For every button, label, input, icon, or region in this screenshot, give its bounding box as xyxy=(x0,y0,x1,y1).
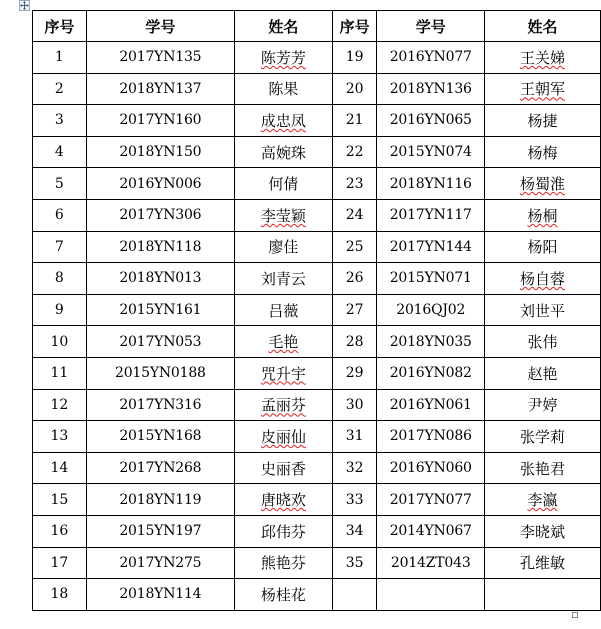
name-cell[interactable] xyxy=(235,579,333,611)
seq-cell[interactable] xyxy=(33,168,87,200)
name-cell-text: 赵艳 xyxy=(527,364,558,383)
seq-cell[interactable] xyxy=(332,389,377,421)
name-cell[interactable] xyxy=(235,515,333,547)
seq-cell[interactable] xyxy=(332,421,377,453)
name-cell[interactable] xyxy=(235,389,333,421)
name-cell-text: 陈果 xyxy=(268,80,299,99)
table-resize-handle[interactable] xyxy=(572,612,578,618)
student-id-cell[interactable] xyxy=(377,421,485,453)
seq-cell[interactable] xyxy=(332,579,377,611)
name-cell-text: 孔维敏 xyxy=(519,554,565,573)
student-id-cell-text: 2016YN065 xyxy=(389,112,472,129)
header-name[interactable]: 姓名 xyxy=(484,11,600,42)
name-cell[interactable] xyxy=(484,168,600,200)
student-id-cell-text: 2017YN306 xyxy=(119,207,202,224)
seq-cell-text: 29 xyxy=(345,365,364,382)
name-cell-text: 李瀛 xyxy=(527,491,558,510)
student-id-cell-text: 2018YN136 xyxy=(389,80,472,97)
name-cell-text: 毛艳 xyxy=(268,333,299,352)
seq-cell[interactable] xyxy=(332,199,377,231)
seq-cell-text: 8 xyxy=(54,270,64,287)
name-cell[interactable] xyxy=(484,231,600,263)
name-cell-text: 杨桂花 xyxy=(260,585,306,604)
name-cell[interactable] xyxy=(484,452,600,484)
student-id-cell-text: 2018YN119 xyxy=(119,491,202,508)
student-id-cell[interactable] xyxy=(86,326,234,358)
name-cell[interactable] xyxy=(484,294,600,326)
seq-cell-text: 31 xyxy=(345,428,364,445)
seq-cell-text: 6 xyxy=(54,207,64,224)
student-id-cell[interactable] xyxy=(377,199,485,231)
student-id-cell[interactable] xyxy=(377,515,485,547)
seq-cell-text: 12 xyxy=(50,396,69,413)
name-cell[interactable] xyxy=(235,294,333,326)
header-row xyxy=(33,11,601,42)
seq-cell[interactable] xyxy=(332,231,377,263)
seq-cell[interactable] xyxy=(33,231,87,263)
student-id-cell[interactable] xyxy=(86,136,234,168)
seq-cell[interactable] xyxy=(33,294,87,326)
table-row xyxy=(33,579,601,611)
table-row xyxy=(33,199,601,231)
seq-cell[interactable] xyxy=(332,452,377,484)
seq-cell[interactable] xyxy=(33,105,87,137)
student-id-cell-text: 2016YN082 xyxy=(389,365,472,382)
student-id-cell[interactable] xyxy=(86,421,234,453)
name-cell-text: 杨阳 xyxy=(527,238,558,257)
seq-cell-text: 7 xyxy=(54,238,64,255)
student-id-cell-text: 2016YN061 xyxy=(389,396,472,413)
name-cell[interactable] xyxy=(484,42,600,74)
seq-cell-text: 30 xyxy=(345,396,364,413)
name-cell[interactable] xyxy=(235,231,333,263)
name-cell-text: 杨蜀淮 xyxy=(519,175,565,194)
seq-cell[interactable] xyxy=(33,136,87,168)
student-id-cell-text: 2018YN150 xyxy=(119,144,202,161)
seq-cell[interactable] xyxy=(332,326,377,358)
seq-cell-text: 20 xyxy=(345,80,364,97)
name-cell-text: 吕薇 xyxy=(268,301,299,320)
student-id-cell[interactable] xyxy=(86,357,234,389)
name-cell[interactable] xyxy=(484,263,600,295)
name-cell-text: 刘世平 xyxy=(519,301,565,320)
student-id-cell-text: 2017YN117 xyxy=(389,207,472,224)
seq-cell-text: 35 xyxy=(345,554,364,571)
student-id-cell[interactable] xyxy=(86,484,234,516)
name-cell-text: 咒升宇 xyxy=(260,364,306,383)
student-id-cell[interactable] xyxy=(377,579,485,611)
student-id-cell[interactable] xyxy=(86,452,234,484)
name-cell-text: 张学莉 xyxy=(519,427,565,446)
student-id-cell[interactable] xyxy=(377,484,485,516)
seq-cell[interactable] xyxy=(33,515,87,547)
seq-cell-text: 1 xyxy=(54,49,64,66)
seq-cell[interactable] xyxy=(33,452,87,484)
seq-cell-text: 9 xyxy=(54,302,64,319)
seq-cell-text: 15 xyxy=(50,491,69,508)
student-roster-table xyxy=(32,10,601,611)
name-cell[interactable] xyxy=(235,547,333,579)
student-id-cell-text: 2018YN116 xyxy=(389,175,472,192)
seq-cell-text: 14 xyxy=(50,460,69,477)
move-cross-icon xyxy=(20,1,29,10)
table-row xyxy=(33,357,601,389)
seq-cell-text: 17 xyxy=(50,554,69,571)
name-cell[interactable] xyxy=(484,136,600,168)
student-id-cell-text: 2018YN035 xyxy=(389,333,472,350)
student-id-cell-text: 2018YN013 xyxy=(119,270,202,287)
seq-cell[interactable] xyxy=(332,168,377,200)
name-cell[interactable] xyxy=(235,484,333,516)
student-id-cell-text: 2017YN053 xyxy=(119,333,202,350)
seq-cell-text: 33 xyxy=(345,491,364,508)
student-id-cell-text: 2015YN074 xyxy=(389,144,472,161)
name-cell-text: 熊艳芬 xyxy=(260,554,306,573)
seq-cell[interactable] xyxy=(33,326,87,358)
name-cell-text: 史丽香 xyxy=(260,459,306,478)
student-id-cell-text: 2017YN275 xyxy=(119,554,202,571)
student-id-cell[interactable] xyxy=(377,326,485,358)
seq-cell-text: 10 xyxy=(50,333,69,350)
student-id-cell-text: 2017YN268 xyxy=(119,460,202,477)
name-cell-text: 唐晓欢 xyxy=(260,491,306,510)
name-cell[interactable] xyxy=(484,326,600,358)
name-cell[interactable] xyxy=(235,73,333,105)
table-row xyxy=(33,294,601,326)
name-cell[interactable] xyxy=(484,547,600,579)
student-id-cell-text: 2017YN160 xyxy=(119,112,202,129)
seq-cell-text: 26 xyxy=(345,270,364,287)
student-id-cell-text: 2015YN071 xyxy=(389,270,472,287)
seq-cell[interactable] xyxy=(332,136,377,168)
student-id-cell-text: 2015YN197 xyxy=(119,523,202,540)
student-id-cell[interactable] xyxy=(86,231,234,263)
table-row xyxy=(33,42,601,74)
student-id-cell[interactable] xyxy=(377,168,485,200)
name-cell[interactable] xyxy=(484,515,600,547)
seq-cell-text: 18 xyxy=(50,586,69,603)
name-cell-text: 尹婷 xyxy=(527,396,558,415)
name-cell[interactable] xyxy=(235,168,333,200)
name-cell[interactable] xyxy=(484,421,600,453)
student-id-cell-text: 2014ZT043 xyxy=(390,554,471,571)
header-seq[interactable]: 序号 xyxy=(33,11,87,42)
student-id-cell[interactable] xyxy=(377,231,485,263)
seq-cell-text: 11 xyxy=(50,365,69,382)
table-row xyxy=(33,547,601,579)
seq-cell-text: 24 xyxy=(345,207,364,224)
student-id-cell[interactable] xyxy=(377,357,485,389)
student-id-cell-text: 2017YN144 xyxy=(389,238,472,255)
seq-cell-text: 25 xyxy=(345,238,364,255)
student-id-cell-text: 2018YN118 xyxy=(119,238,202,255)
header-student-id[interactable]: 学号 xyxy=(86,11,234,42)
name-cell-text: 王朝军 xyxy=(519,80,565,99)
name-cell-text: 张艳君 xyxy=(519,459,565,478)
student-id-cell-text: 2017YN135 xyxy=(119,49,202,66)
name-cell-text: 孟丽芬 xyxy=(260,396,306,415)
student-id-cell[interactable] xyxy=(86,547,234,579)
student-id-cell-text: 2015YN161 xyxy=(119,302,202,319)
seq-cell-text: 16 xyxy=(50,523,69,540)
seq-cell[interactable] xyxy=(332,357,377,389)
name-cell[interactable] xyxy=(484,73,600,105)
name-cell[interactable] xyxy=(235,42,333,74)
table-row xyxy=(33,263,601,295)
seq-cell-text: 5 xyxy=(54,175,64,192)
name-cell-text: 杨自蓉 xyxy=(519,269,565,288)
seq-cell[interactable] xyxy=(332,547,377,579)
name-cell[interactable] xyxy=(235,421,333,453)
table-row xyxy=(33,515,601,547)
name-cell[interactable] xyxy=(235,357,333,389)
seq-cell[interactable] xyxy=(33,263,87,295)
student-id-cell-text: 2014YN067 xyxy=(389,523,472,540)
seq-cell[interactable] xyxy=(33,579,87,611)
seq-cell[interactable] xyxy=(33,389,87,421)
name-cell-text: 王关娣 xyxy=(519,48,565,67)
student-id-cell-text: 2017YN077 xyxy=(389,491,472,508)
student-id-cell-text: 2017YN316 xyxy=(119,396,202,413)
name-cell-text: 何倩 xyxy=(268,175,299,194)
name-cell-text: 高婉珠 xyxy=(260,143,306,162)
seq-cell[interactable] xyxy=(332,515,377,547)
name-cell-text: 杨捷 xyxy=(527,111,558,130)
seq-cell-text: 21 xyxy=(345,112,364,129)
name-cell-text: 杨梅 xyxy=(527,143,558,162)
name-cell[interactable] xyxy=(484,105,600,137)
student-id-cell[interactable] xyxy=(86,294,234,326)
seq-cell[interactable] xyxy=(332,263,377,295)
student-id-cell-text: 2017YN086 xyxy=(389,428,472,445)
student-id-cell[interactable] xyxy=(86,199,234,231)
table-row xyxy=(33,231,601,263)
seq-cell-text: 22 xyxy=(345,144,364,161)
table-row xyxy=(33,105,601,137)
name-cell[interactable] xyxy=(484,199,600,231)
name-cell-text: 陈芳芳 xyxy=(260,48,306,67)
student-id-cell[interactable] xyxy=(377,42,485,74)
student-id-cell[interactable] xyxy=(377,389,485,421)
student-id-cell[interactable] xyxy=(377,105,485,137)
student-id-cell[interactable] xyxy=(377,452,485,484)
name-cell-text: 皮丽仙 xyxy=(260,427,306,446)
seq-cell[interactable] xyxy=(33,484,87,516)
student-id-cell[interactable] xyxy=(377,263,485,295)
seq-cell-text: 13 xyxy=(50,428,69,445)
student-id-cell-text: 2016YN077 xyxy=(389,49,472,66)
header-seq[interactable]: 序号 xyxy=(332,11,377,42)
name-cell[interactable] xyxy=(484,484,600,516)
student-id-cell-text: 2015YN168 xyxy=(119,428,202,445)
seq-cell[interactable] xyxy=(33,199,87,231)
name-cell-text: 成忠凤 xyxy=(260,111,306,130)
name-cell-text: 李莹颖 xyxy=(260,206,306,225)
seq-cell[interactable] xyxy=(33,547,87,579)
seq-cell[interactable] xyxy=(33,42,87,74)
table-row xyxy=(33,389,601,421)
student-id-cell[interactable] xyxy=(86,168,234,200)
name-cell-text: 刘青云 xyxy=(260,269,306,288)
seq-cell-text: 27 xyxy=(345,302,364,319)
table-move-handle[interactable] xyxy=(19,0,30,11)
table-row xyxy=(33,326,601,358)
name-cell-text: 杨桐 xyxy=(527,206,558,225)
seq-cell-text: 19 xyxy=(345,49,364,66)
name-cell-text: 廖佳 xyxy=(268,238,299,257)
student-id-cell[interactable] xyxy=(377,136,485,168)
table-row xyxy=(33,168,601,200)
table-row xyxy=(33,421,601,453)
seq-cell[interactable] xyxy=(33,73,87,105)
seq-cell-text: 34 xyxy=(345,523,364,540)
name-cell[interactable] xyxy=(235,326,333,358)
seq-cell-text: 32 xyxy=(345,460,364,477)
name-cell-text: 张伟 xyxy=(527,333,558,352)
seq-cell[interactable] xyxy=(33,421,87,453)
seq-cell-text: 4 xyxy=(54,144,64,161)
student-id-cell[interactable] xyxy=(86,73,234,105)
student-id-cell[interactable] xyxy=(377,294,485,326)
seq-cell-text: 23 xyxy=(345,175,364,192)
table-row xyxy=(33,484,601,516)
student-id-cell[interactable] xyxy=(377,547,485,579)
header-student-id[interactable]: 学号 xyxy=(377,11,485,42)
student-id-cell[interactable] xyxy=(86,42,234,74)
name-cell[interactable] xyxy=(235,263,333,295)
seq-cell[interactable] xyxy=(332,42,377,74)
student-id-cell[interactable] xyxy=(377,73,485,105)
name-cell[interactable] xyxy=(235,136,333,168)
name-cell-text: 李晓斌 xyxy=(519,522,565,541)
seq-cell[interactable] xyxy=(33,357,87,389)
seq-cell-text: 3 xyxy=(54,112,64,129)
student-id-cell[interactable] xyxy=(86,105,234,137)
header-name[interactable]: 姓名 xyxy=(235,11,333,42)
name-cell[interactable] xyxy=(484,579,600,611)
student-id-cell-text: 2016QJ02 xyxy=(396,302,466,319)
seq-cell[interactable] xyxy=(332,484,377,516)
seq-cell[interactable] xyxy=(332,105,377,137)
seq-cell-text: 28 xyxy=(345,333,364,350)
table-row xyxy=(33,73,601,105)
seq-cell[interactable] xyxy=(332,294,377,326)
student-id-cell[interactable] xyxy=(86,515,234,547)
student-id-cell-text: 2016YN060 xyxy=(389,460,472,477)
table-row xyxy=(33,136,601,168)
name-cell-text: 邱伟芬 xyxy=(260,522,306,541)
student-id-cell-text: 2015YN0188 xyxy=(114,365,206,382)
name-cell[interactable] xyxy=(235,199,333,231)
name-cell[interactable] xyxy=(235,452,333,484)
name-cell[interactable] xyxy=(484,389,600,421)
seq-cell[interactable] xyxy=(332,73,377,105)
student-id-cell-text: 2018YN137 xyxy=(119,80,202,97)
student-id-cell-text: 2018YN114 xyxy=(119,586,202,603)
student-id-cell[interactable] xyxy=(86,263,234,295)
name-cell[interactable] xyxy=(235,105,333,137)
student-id-cell[interactable] xyxy=(86,389,234,421)
seq-cell-text: 2 xyxy=(54,80,64,97)
table-row xyxy=(33,452,601,484)
name-cell[interactable] xyxy=(484,357,600,389)
student-id-cell-text: 2016YN006 xyxy=(119,175,202,192)
student-id-cell[interactable] xyxy=(86,579,234,611)
